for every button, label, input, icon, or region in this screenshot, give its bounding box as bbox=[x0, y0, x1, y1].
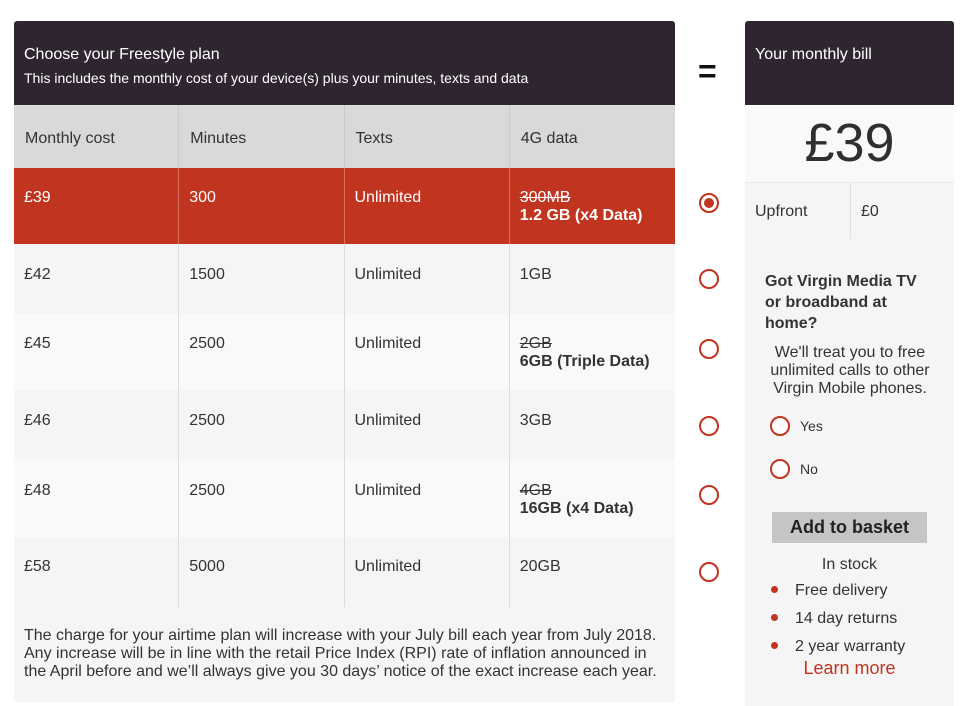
cell-texts: Unlimited bbox=[345, 168, 510, 244]
plan-table bbox=[14, 21, 675, 702]
learn-more-link[interactable]: Learn more bbox=[803, 658, 896, 678]
plan-radio-42[interactable] bbox=[699, 269, 719, 289]
cell-minutes: 300 bbox=[179, 168, 344, 244]
benefit-14-day-returns: 14 day returns bbox=[770, 605, 905, 633]
column-header-monthly-cost: Monthly cost bbox=[14, 105, 179, 168]
cell-cost: £42 bbox=[14, 244, 179, 314]
bill-amount: £39 bbox=[745, 105, 954, 182]
plan-row[interactable] bbox=[14, 538, 675, 607]
option-no-label: No bbox=[800, 461, 818, 477]
data-new-value: 16GB (x4 Data) bbox=[519, 500, 634, 517]
data-new-value: 6GB (Triple Data) bbox=[519, 353, 650, 370]
equals-sign: = bbox=[698, 53, 717, 89]
benefits-list bbox=[770, 577, 905, 661]
cell-texts: Unlimited bbox=[345, 390, 510, 460]
cell-texts: Unlimited bbox=[345, 314, 510, 390]
cell-texts: Unlimited bbox=[345, 244, 510, 314]
cell-cost: £46 bbox=[14, 390, 179, 460]
column-header-minutes: Minutes bbox=[179, 105, 344, 168]
cell-minutes: 1500 bbox=[179, 244, 344, 314]
benefit-free-delivery: Free delivery bbox=[770, 577, 905, 605]
option-yes-label: Yes bbox=[800, 418, 823, 434]
add-to-basket-button[interactable]: Add to basket bbox=[772, 512, 927, 543]
column-header-4g-data: 4G data bbox=[520, 130, 578, 147]
tv-broadband-description: We'll treat you to free unlimited calls to other Virgin Mobile phones. bbox=[770, 344, 930, 397]
plan-row[interactable] bbox=[14, 244, 675, 314]
cell-minutes: 2500 bbox=[179, 390, 344, 460]
plan-radio-39[interactable] bbox=[699, 193, 719, 213]
monthly-bill-panel bbox=[745, 21, 954, 706]
cell-cost: £58 bbox=[14, 538, 179, 607]
bill-header: Your monthly bill bbox=[745, 21, 954, 105]
cell-texts: Unlimited bbox=[345, 538, 510, 607]
radio-icon[interactable] bbox=[770, 416, 790, 436]
cell-texts: Unlimited bbox=[345, 460, 510, 538]
plan-radio-58[interactable] bbox=[699, 562, 719, 582]
plan-radio-46[interactable] bbox=[699, 416, 719, 436]
plan-radio-45[interactable] bbox=[699, 339, 719, 359]
cell-data: 3GB bbox=[519, 412, 552, 429]
column-headers bbox=[14, 105, 675, 168]
cell-cost: £48 bbox=[14, 460, 179, 538]
plan-subtitle: This includes the monthly cost of your device(s) plus your minutes, texts and data bbox=[24, 70, 529, 86]
plan-row[interactable] bbox=[14, 390, 675, 460]
radio-icon[interactable] bbox=[770, 459, 790, 479]
stock-status: In stock bbox=[821, 556, 878, 573]
cell-cost: £45 bbox=[14, 314, 179, 390]
benefit-2-year-warranty: 2 year warranty bbox=[770, 633, 905, 661]
data-old-value: 4GB bbox=[519, 482, 552, 499]
price-increase-footnote: The charge for your airtime plan will increase with your July bill each year from July 2018. Any increase will be in line with the retail Price Index (RPI) rate of inflation announced in the April before and we’ll always give you 30 days’ notice of the exact increase each year. bbox=[14, 607, 675, 702]
cell-data: 1GB bbox=[519, 266, 552, 283]
option-no[interactable] bbox=[770, 459, 818, 479]
data-old-value: 2GB bbox=[519, 335, 552, 352]
cell-data bbox=[510, 168, 675, 244]
cell-data bbox=[510, 460, 675, 538]
cell-data bbox=[510, 314, 675, 390]
cell-data: 20GB bbox=[519, 558, 561, 575]
cell-cost: £39 bbox=[14, 168, 179, 244]
upfront-label: Upfront bbox=[745, 183, 851, 239]
plan-title: Choose your Freestyle plan bbox=[24, 46, 220, 63]
plan-radio-48[interactable] bbox=[699, 485, 719, 505]
cell-minutes: 5000 bbox=[179, 538, 344, 607]
cell-minutes: 2500 bbox=[179, 460, 344, 538]
cell-minutes: 2500 bbox=[179, 314, 344, 390]
upfront-value: £0 bbox=[861, 203, 879, 220]
plan-row[interactable] bbox=[14, 168, 675, 244]
upfront-row bbox=[745, 182, 954, 239]
plan-row[interactable] bbox=[14, 460, 675, 538]
plan-header bbox=[14, 21, 675, 105]
column-header-texts: Texts bbox=[345, 105, 510, 168]
data-old-value: 300MB bbox=[519, 189, 571, 206]
plan-row[interactable] bbox=[14, 314, 675, 390]
tv-broadband-question: Got Virgin Media TV or broadband at home? bbox=[765, 273, 917, 332]
option-yes[interactable] bbox=[770, 416, 823, 436]
data-new-value: 1.2 GB (x4 Data) bbox=[519, 207, 643, 224]
